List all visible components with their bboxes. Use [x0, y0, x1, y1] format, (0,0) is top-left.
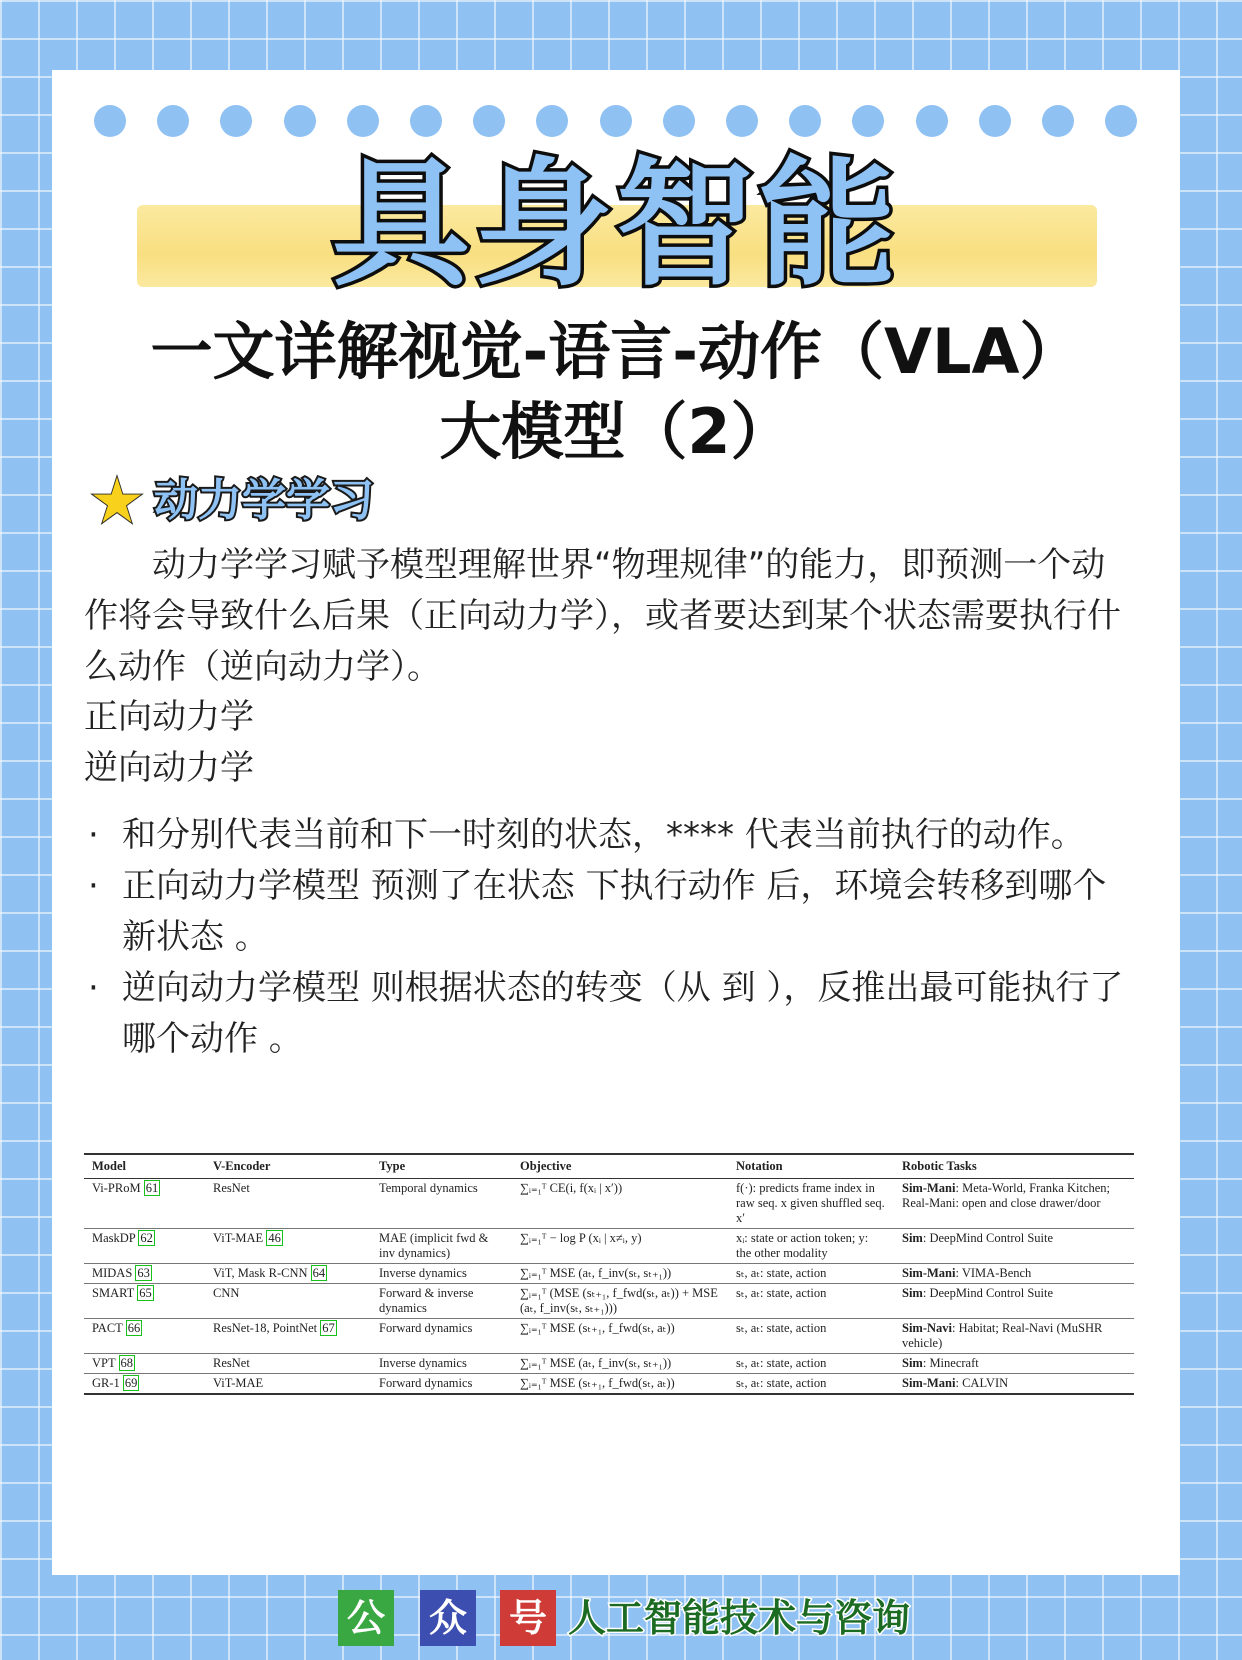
task-list: : Habitat; Real-Navi (MuSHR vehicle)	[902, 1321, 1103, 1350]
table-row	[84, 1179, 1134, 1229]
notation-text: sₜ, aₜ: state, action	[736, 1356, 827, 1370]
citation-ref: 67	[322, 1321, 335, 1335]
type-cell	[371, 1374, 512, 1395]
footer-account-name: 人工智能技术与咨询	[568, 1596, 911, 1640]
table-row	[84, 1354, 1134, 1374]
objective-cell	[512, 1374, 728, 1395]
intro-text: 动力学学习赋予模型理解世界“物理规律”的能力，即预测一个动作将会导致什么后果（正向动力学），或者要达到某个状态需要执行什么动作（逆向动力学）。	[84, 545, 1121, 687]
column-header: Objective	[512, 1154, 728, 1179]
binder-dot	[347, 105, 379, 137]
bullet-list	[84, 810, 1134, 1065]
citation-ref: 63	[137, 1266, 150, 1280]
type-cell	[371, 1229, 512, 1264]
task-domain: Sim	[902, 1356, 923, 1370]
bullet-item	[84, 810, 1134, 861]
column-header: Robotic Tasks	[894, 1154, 1134, 1179]
objective-formula: ∑ᵢ₌₁ᵀ MSE (sₜ₊₁, f_fwd(sₜ, aₜ))	[520, 1376, 675, 1390]
binder-dot	[473, 105, 505, 137]
task-domain: Sim	[902, 1286, 923, 1300]
table-row	[84, 1374, 1134, 1395]
encoder-name: ViT-MAE	[213, 1231, 264, 1245]
encoder-name: CNN	[213, 1286, 240, 1300]
tasks-cell	[894, 1284, 1134, 1319]
binder-dot	[663, 105, 695, 137]
objective-cell	[512, 1284, 728, 1319]
task-list: : CALVIN	[955, 1376, 1009, 1390]
bullet-item	[84, 861, 1134, 963]
binder-dot	[726, 105, 758, 137]
type-cell	[371, 1264, 512, 1284]
tasks-cell	[894, 1264, 1134, 1284]
notation-cell	[728, 1264, 894, 1284]
encoder-cell	[205, 1264, 371, 1284]
notation-cell	[728, 1229, 894, 1264]
tasks-cell	[894, 1319, 1134, 1354]
objective-formula: ∑ᵢ₌₁ᵀ CE(i, f(xᵢ | x′))	[520, 1181, 623, 1195]
objective-formula: ∑ᵢ₌₁ᵀ (MSE (sₜ₊₁, f_fwd(sₜ, aₜ)) + MSE (aₜ, f_inv(sₜ, sₜ₊₁)))	[520, 1286, 718, 1315]
binder-dot	[94, 105, 126, 137]
notation-text: xᵢ: state or action token; y: the other modality	[736, 1231, 869, 1260]
table-header-row	[84, 1154, 1134, 1179]
citation-ref: 65	[139, 1286, 152, 1300]
citation-ref: 69	[124, 1376, 138, 1390]
objective-cell	[512, 1354, 728, 1374]
inverse-dynamics-line: 逆向动力学	[84, 748, 254, 788]
objective-formula: ∑ᵢ₌₁ᵀ MSE (aₜ, f_inv(sₜ, sₜ₊₁))	[520, 1356, 672, 1370]
footer-box-zhong: 众	[420, 1590, 476, 1646]
task-domain: Sim-Mani	[902, 1181, 956, 1195]
dynamics-type: Inverse dynamics	[379, 1266, 467, 1280]
binder-dot	[410, 105, 442, 137]
encoder-cell	[205, 1319, 371, 1354]
section-title: 动力学学习	[154, 475, 374, 526]
footer-banner	[0, 1588, 1242, 1648]
notation-text: sₜ, aₜ: state, action	[736, 1376, 827, 1390]
encoder-cell	[205, 1354, 371, 1374]
encoder-name: ResNet-18, PointNet	[213, 1321, 318, 1335]
model-cell	[84, 1179, 205, 1229]
tasks-cell	[894, 1354, 1134, 1374]
encoder-name: ResNet	[213, 1181, 250, 1195]
task-domain: Sim-Navi	[902, 1321, 952, 1335]
binder-dot	[1042, 105, 1074, 137]
objective-formula: ∑ᵢ₌₁ᵀ − log P (xᵢ | x≠ᵢ, y)	[520, 1231, 642, 1245]
citation-ref: 46	[268, 1231, 281, 1245]
intro-paragraph	[84, 540, 1134, 693]
dynamics-models-table	[84, 1153, 1134, 1395]
content-card	[52, 70, 1180, 1575]
table-row	[84, 1229, 1134, 1264]
notation-cell	[728, 1284, 894, 1319]
forward-dynamics-line: 正向动力学	[84, 697, 254, 737]
bullet-item	[84, 963, 1134, 1065]
model-name: Vi-PRoM	[92, 1181, 141, 1195]
binder-dot	[157, 105, 189, 137]
notation-text: sₜ, aₜ: state, action	[736, 1321, 827, 1335]
model-cell	[84, 1264, 205, 1284]
citation-ref: 61	[145, 1181, 159, 1195]
binder-dot	[1105, 105, 1137, 137]
model-name: VPT	[92, 1356, 116, 1370]
citation-ref: 68	[120, 1356, 134, 1370]
binder-dot	[852, 105, 884, 137]
subtitle-line-2: 大模型（2）	[439, 395, 793, 468]
notation-text: sₜ, aₜ: state, action	[736, 1286, 827, 1300]
binder-dots	[94, 105, 1144, 139]
bullet-mark: ·	[88, 815, 99, 855]
notation-cell	[728, 1374, 894, 1395]
task-list: : Meta-World, Franka Kitchen; Real-Mani: open and close drawer/door	[902, 1181, 1110, 1210]
citation-ref: 64	[312, 1266, 326, 1280]
task-list: : VIMA-Bench	[955, 1266, 1032, 1280]
dynamics-type: Temporal dynamics	[379, 1181, 478, 1195]
encoder-name: ViT-MAE	[213, 1376, 264, 1390]
citation-ref: 62	[140, 1231, 153, 1245]
table-body	[84, 1179, 1134, 1395]
model-cell	[84, 1374, 205, 1395]
dynamics-type: Inverse dynamics	[379, 1356, 467, 1370]
binder-dot	[284, 105, 316, 137]
citation-ref: 66	[127, 1321, 141, 1335]
column-header: Model	[84, 1154, 205, 1179]
table-row	[84, 1319, 1134, 1354]
objective-formula: ∑ᵢ₌₁ᵀ MSE (aₜ, f_inv(sₜ, sₜ₊₁))	[520, 1266, 672, 1280]
objective-cell	[512, 1229, 728, 1264]
objective-cell	[512, 1179, 728, 1229]
task-domain: Sim-Mani	[902, 1376, 956, 1390]
model-name: MIDAS	[92, 1266, 133, 1280]
bullet-mark: ·	[88, 968, 99, 1008]
encoder-cell	[205, 1229, 371, 1264]
model-cell	[84, 1229, 205, 1264]
encoder-name: ResNet	[213, 1356, 250, 1370]
encoder-cell	[205, 1284, 371, 1319]
column-header: Type	[371, 1154, 512, 1179]
tasks-cell	[894, 1374, 1134, 1395]
model-name: GR-1	[92, 1376, 120, 1390]
model-name: SMART	[92, 1286, 135, 1300]
model-name: MaskDP	[92, 1231, 136, 1245]
page-title: 具身智能	[331, 144, 900, 305]
bullet-mark: ·	[88, 866, 99, 906]
tasks-cell	[894, 1179, 1134, 1229]
objective-formula: ∑ᵢ₌₁ᵀ MSE (sₜ₊₁, f_fwd(sₜ, aₜ))	[520, 1321, 675, 1335]
task-list: : Minecraft	[922, 1356, 979, 1370]
type-cell	[371, 1179, 512, 1229]
encoder-cell	[205, 1179, 371, 1229]
tasks-cell	[894, 1229, 1134, 1264]
type-cell	[371, 1284, 512, 1319]
notation-cell	[728, 1319, 894, 1354]
subtitle-line-1: 一文详解视觉-语言-动作（VLA）	[150, 315, 1082, 388]
task-list: : DeepMind Control Suite	[922, 1231, 1054, 1245]
model-name: PACT	[92, 1321, 123, 1335]
binder-dot	[536, 105, 568, 137]
dynamics-type: MAE (implicit fwd & inv dynamics)	[379, 1231, 489, 1260]
objective-cell	[512, 1319, 728, 1354]
binder-dot	[789, 105, 821, 137]
binder-dot	[979, 105, 1011, 137]
footer-box-gong: 公	[338, 1590, 394, 1646]
notation-cell	[728, 1179, 894, 1229]
dynamics-type: Forward & inverse dynamics	[379, 1286, 474, 1315]
dynamics-type: Forward dynamics	[379, 1321, 473, 1335]
bullet-text: 逆向动力学模型 则根据状态的转变（从 到 ），反推出最可能执行了哪个动作 。	[122, 968, 1124, 1059]
star-icon	[92, 477, 142, 527]
table-row	[84, 1264, 1134, 1284]
column-header: Notation	[728, 1154, 894, 1179]
encoder-cell	[205, 1374, 371, 1395]
type-cell	[371, 1354, 512, 1374]
binder-dot	[600, 105, 632, 137]
notation-text: sₜ, aₜ: state, action	[736, 1266, 827, 1280]
bullet-text: 正向动力学模型 预测了在状态 下执行动作 后，环境会转移到哪个新状态 。	[122, 866, 1107, 957]
binder-dot	[220, 105, 252, 137]
model-cell	[84, 1284, 205, 1319]
encoder-name: ViT, Mask R-CNN	[213, 1266, 308, 1280]
notation-cell	[728, 1354, 894, 1374]
bullet-text: 和分别代表当前和下一时刻的状态，**** 代表当前执行的动作。	[122, 815, 1085, 855]
column-header: V-Encoder	[205, 1154, 371, 1179]
task-domain: Sim-Mani	[902, 1266, 956, 1280]
task-domain: Sim	[902, 1231, 923, 1245]
notation-text: f(·): predicts frame index in raw seq. x given shuffled seq. x′	[736, 1181, 885, 1225]
dynamics-type: Forward dynamics	[379, 1376, 473, 1390]
objective-cell	[512, 1264, 728, 1284]
model-cell	[84, 1354, 205, 1374]
type-cell	[371, 1319, 512, 1354]
footer-box-hao: 号	[500, 1590, 556, 1646]
model-cell	[84, 1319, 205, 1354]
task-list: : DeepMind Control Suite	[922, 1286, 1054, 1300]
binder-dot	[916, 105, 948, 137]
table-row	[84, 1284, 1134, 1319]
